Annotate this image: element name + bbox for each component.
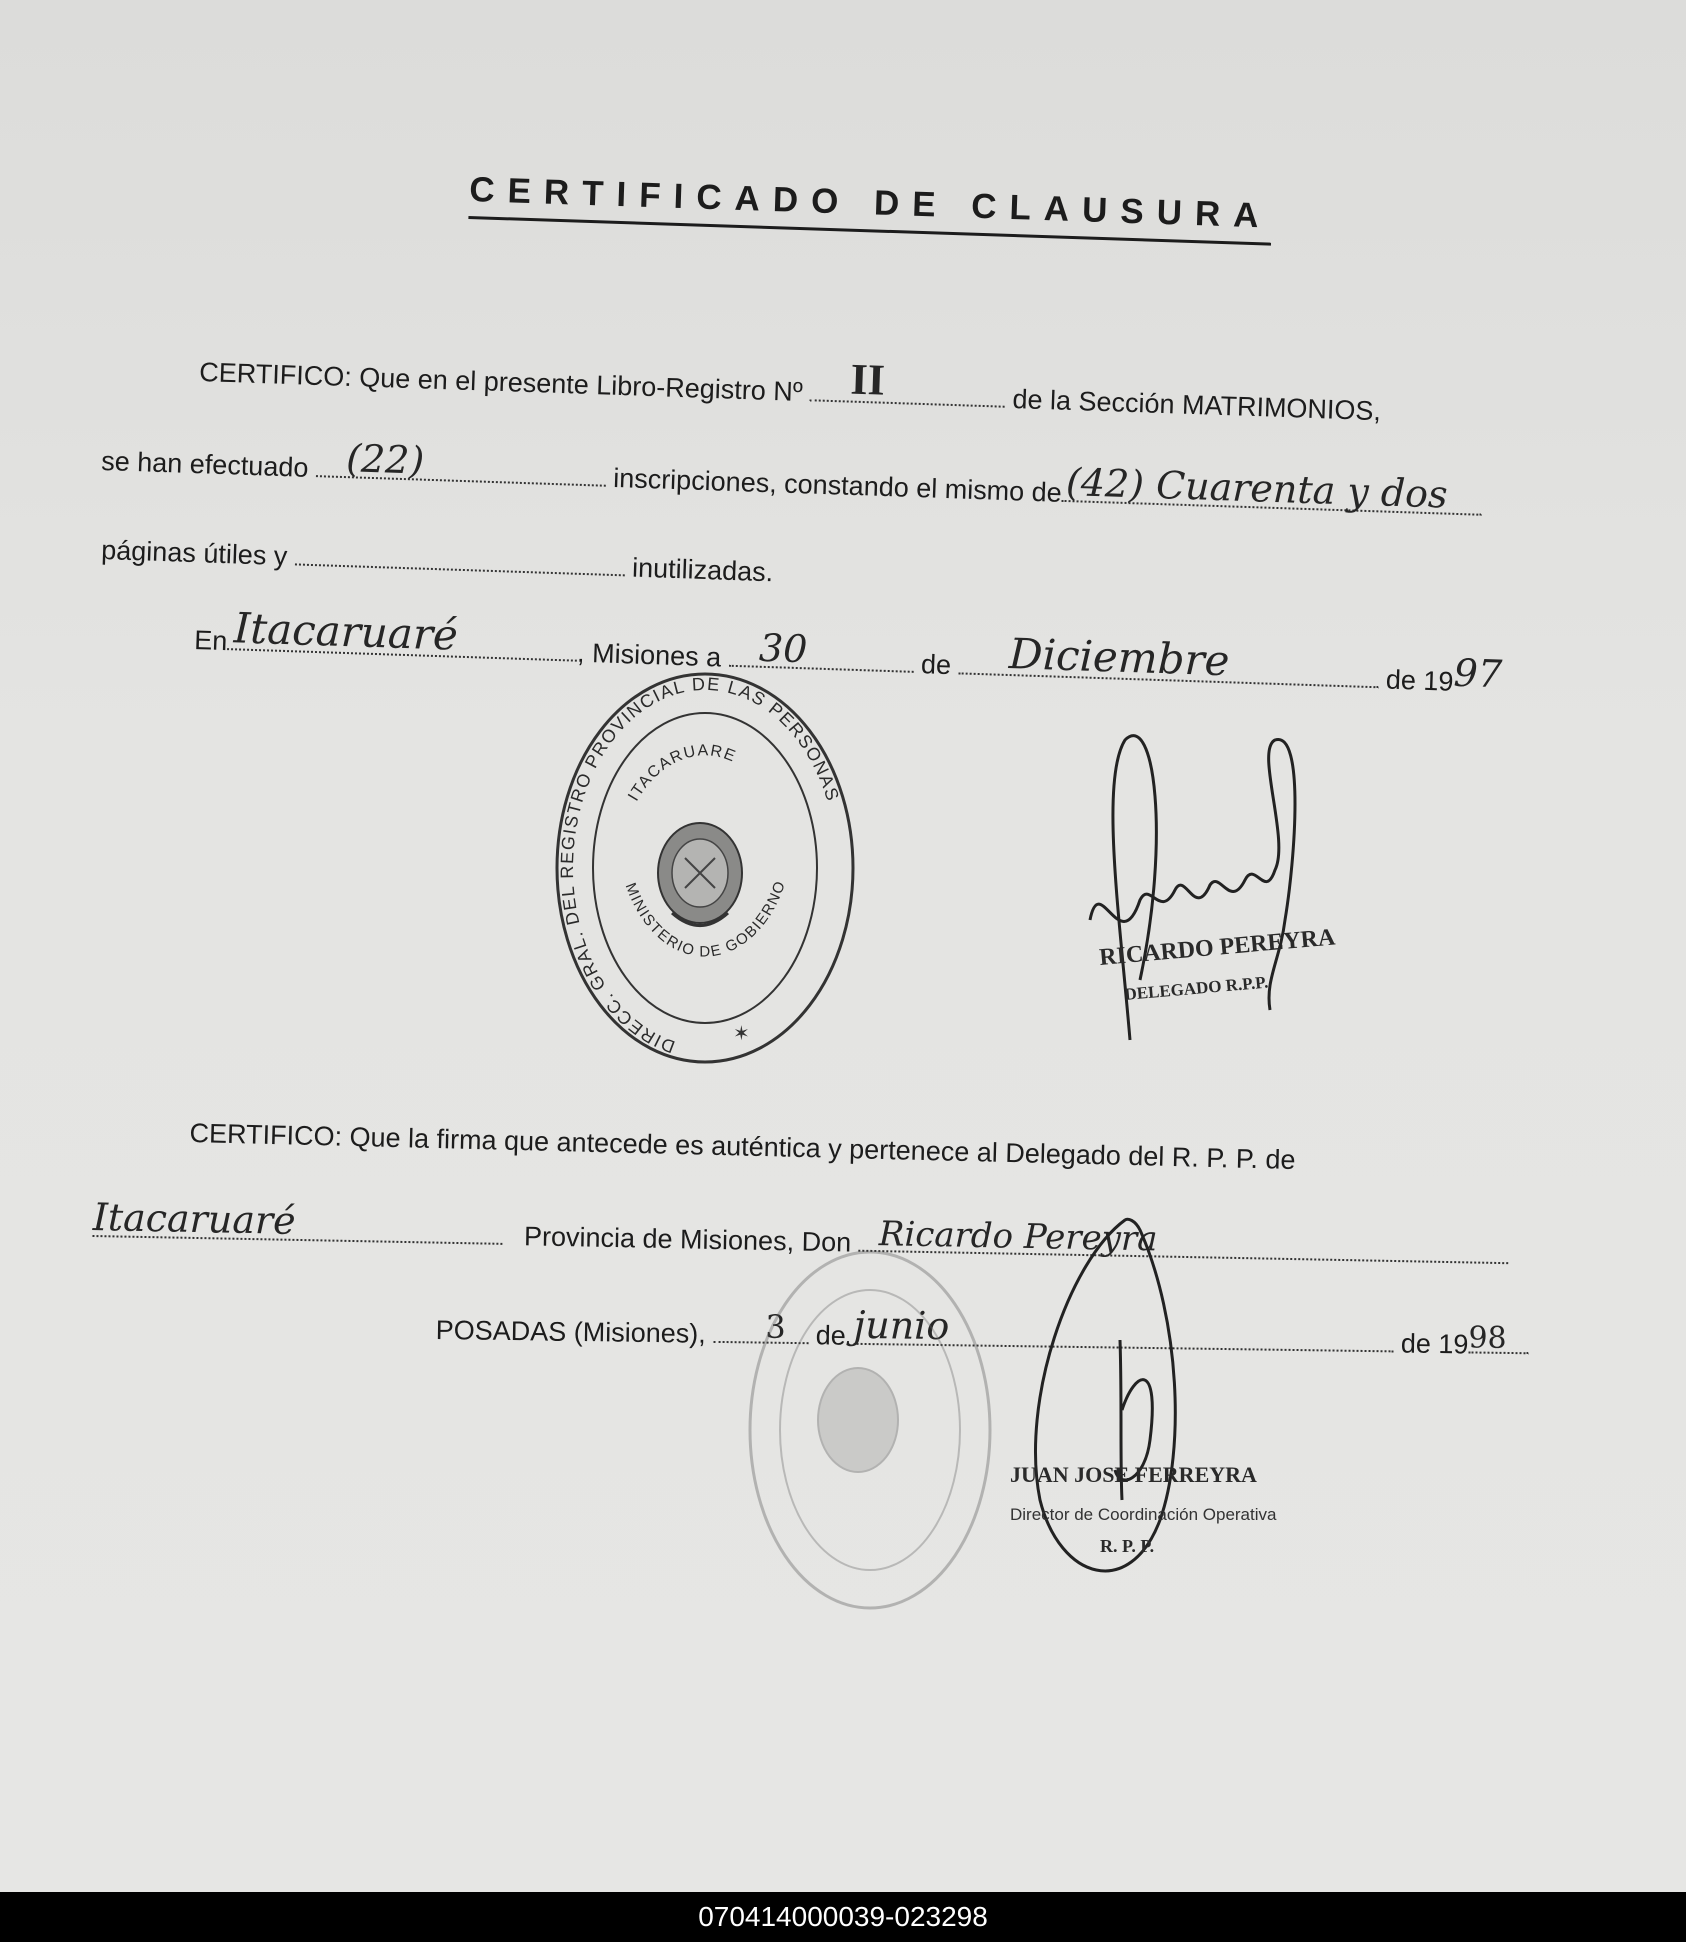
seal-inner-bottom-text: MINISTERIO DE GOBIERNO [621,877,790,961]
cert1-line3-pre: páginas útiles y [100,534,288,572]
signature1-name-stamp: RICARDO PEREYRA [1098,924,1337,971]
cert1-line3 [101,530,774,588]
cert1-line2-mid: inscripciones, constando el mismo de [612,462,1063,508]
signature2-org-stamp: R. P. P. [1100,1536,1155,1556]
signature1-role-stamp: DELEGADO R.P.P. [1123,972,1270,1004]
don-name-value: Ricardo Pereyra [878,1214,1158,1260]
signature2-role-stamp: Director de Coordinación Operativa [1010,1505,1277,1524]
year2-field [1468,1320,1528,1356]
province-text: , Misiones a [576,637,722,673]
coat-of-arms-icon [658,823,742,926]
year-value: 97 [1452,650,1503,697]
cert1-line1-pre: CERTIFICO: Que en el presente Libro-Registro Nº [198,356,804,407]
year-label: de 19 [1385,664,1454,697]
month-field [958,629,1379,688]
cert2-line2-mid: Provincia de Misiones, Don [523,1221,852,1258]
official-seal [550,668,860,1068]
place-value: Itacaruaré [232,603,459,660]
de-label-2: de [815,1320,847,1351]
inscriptions-count-value: (22) [345,436,425,483]
seal-outer-text: DIRECC. GRAL. DEL REGISTRO PROVINCIAL DE LAS PERSONAS [556,673,844,1057]
cert1-line1-post: de la Sección MATRIMONIOS, [1012,383,1382,427]
seal-inner-top-text: ITACARUARE [625,742,739,805]
cert1-line3-post: inutilizadas. [631,552,774,588]
star-icon: ✶ [733,1023,750,1045]
book-number-value: II [849,354,886,405]
location-field [92,1195,502,1245]
place-label: En [193,624,228,657]
inscriptions-count-field [316,436,607,487]
pages-count-field [1061,459,1482,517]
month-value: Diciembre [1008,629,1231,686]
unused-pages-field [295,536,626,576]
location-value: Itacaruaré [92,1195,297,1243]
day-value: 30 [758,625,809,672]
document-title: CERTIFICADO DE CLAUSURA [468,170,1272,246]
signature2-name-stamp: JUAN JOSE FERREYRA [1010,1462,1257,1487]
year-field [1452,650,1514,697]
day2-value: 3 [765,1307,787,1346]
faint-seal [740,1240,1000,1620]
de-label-1: de [920,649,952,681]
book-number-field [810,354,1006,407]
document-id-footer: 070414000039-023298 [0,1892,1686,1942]
pages-count-value: (42) Cuarenta y dos [1065,459,1449,517]
year2-label: de 19 [1400,1328,1469,1360]
cert1-line2-pre: se han efectuado [100,445,309,483]
month2-value: junio [853,1302,950,1349]
place-field [227,603,578,662]
cert2-line1: CERTIFICO: Que la firma que antecede es auténtica y pertenece al Delegado del R. P. P. de [189,1118,1296,1176]
cert1-line1 [199,352,1382,427]
posadas-label: POSADAS (Misiones), [435,1314,706,1349]
cert1-line2 [100,436,1482,523]
year2-value: 98 [1468,1320,1507,1356]
signature-ricardo-pereyra [1080,720,1370,1060]
signature-juan-jose-ferreyra [1010,1200,1340,1600]
